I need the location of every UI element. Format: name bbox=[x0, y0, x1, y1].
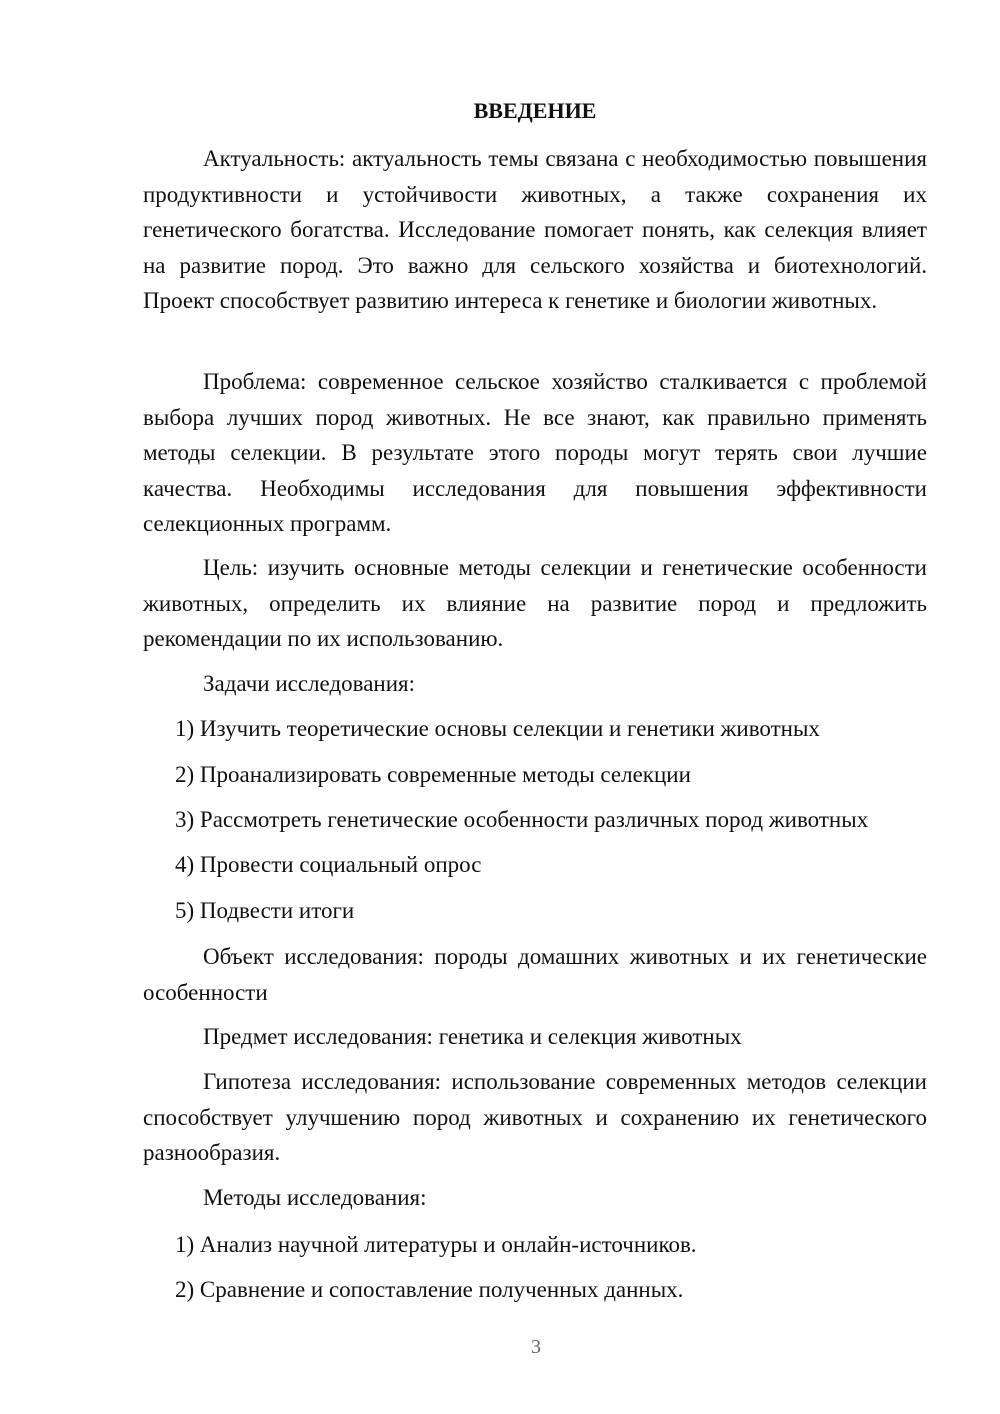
page-title: ВВЕДЕНИЕ bbox=[473, 98, 597, 123]
method-item: 2) Сравнение и сопоставление полученных данных. bbox=[175, 1277, 684, 1302]
task-item: 4) Провести социальный опрос bbox=[175, 852, 482, 877]
tasks-heading: Задачи исследования: bbox=[203, 671, 416, 696]
task-item: 2) Проанализировать современные методы селекции bbox=[175, 762, 691, 787]
object-paragraph: Объект исследования: породы домашних животных и их генетические особенности bbox=[143, 944, 927, 1005]
page-number: 3 bbox=[531, 1336, 541, 1358]
problem-paragraph: Проблема: современное сельское хозяйство сталкивается с проблемой выбора лучших пород животных. Не все знают, как правильно применять методы селекции. В результате этого породы могут терять свои лучшие качества. Необходимы исследования для повышения эффективности селекционных программ. bbox=[143, 369, 927, 536]
task-item: 1) Изучить теоретические основы селекции и генетики животных bbox=[175, 716, 820, 741]
relevance-paragraph: Актуальность: актуальность темы связана с необходимостью повышения продуктивности и устойчивости животных, а также сохранения их генетического богатства. Исследование помогает понять, как селекция влияет на развитие пород. Это важно для сельского хозяйства и биотехнологий. Проект способствует развитию интереса к генетике и биологии животных. bbox=[143, 146, 927, 313]
task-item: 5) Подвести итоги bbox=[175, 898, 355, 923]
task-item: 3) Рассмотреть генетические особенности различных пород животных bbox=[175, 807, 869, 832]
subject-paragraph: Предмет исследования: генетика и селекция животных bbox=[203, 1024, 742, 1049]
hypothesis-paragraph: Гипотеза исследования: использование современных методов селекции способствует улучшению пород животных и сохранению их генетического разнообразия. bbox=[143, 1069, 927, 1165]
methods-heading: Методы исследования: bbox=[203, 1185, 427, 1210]
goal-paragraph: Цель: изучить основные методы селекции и генетические особенности животных, определить их влияние на развитие пород и предложить рекомендации по их использованию. bbox=[143, 555, 927, 651]
method-item: 1) Анализ научной литературы и онлайн-источников. bbox=[175, 1232, 697, 1257]
